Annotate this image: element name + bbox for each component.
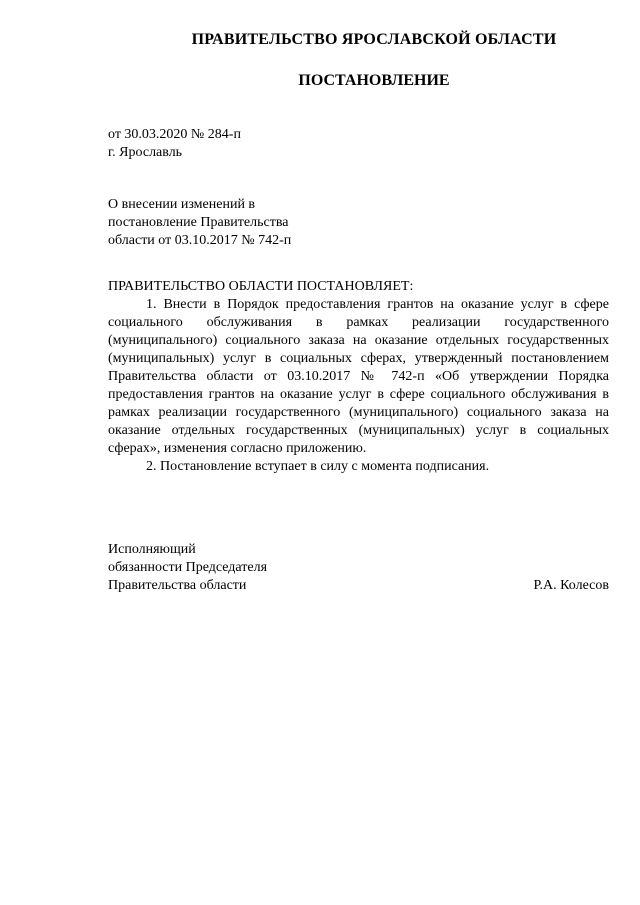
signatory-name: Р.А. Колесов [533,578,609,593]
signatory-position-line-1: Исполняющий [108,542,196,557]
decree-body [108,296,609,476]
document-date-number: от 30.03.2020 № 284-п [108,127,241,142]
document-city: г. Ярославль [108,145,183,160]
decree-item-2: 2. Постановление вступает в силу с момента подписания. [146,459,490,474]
signatory-position [108,541,267,595]
subject-line-1: О внесении изменений в [108,197,256,212]
subject-line-3: области от 03.10.2017 № 742-п [108,233,292,248]
signatory-position-line-3: Правительства области [108,578,247,593]
decree-item-1: 1. Внести в Порядок предоставления грантов на оказание услуг в сфере социального обслуживания в рамках реализации государственного (муниципального) социального заказа на оказание отдельных государственных (муниципальных) услуг в социальных сферах, утвержденный постановлением Правительства области от 03.10.2017 № 742-п «Об утверждении Порядка предоставления грантов на оказание услуг в сфере социального обслуживания в рамках реализации государственного (муниципального) социального заказа на оказание отдельных государственных (муниципальных) услуг в социальных сферах», изменения согласно приложению. [108,297,609,456]
subject-line-2: постановление Правительства [108,215,289,230]
document-type-title: ПОСТАНОВЛЕНИЕ [298,72,450,89]
preamble: ПРАВИТЕЛЬСТВО ОБЛАСТИ ПОСТАНОВЛЯЕТ: [108,279,414,294]
signatory-position-line-2: обязанности Председателя [108,560,268,575]
organization-title: ПРАВИТЕЛЬСТВО ЯРОСЛАВСКОЙ ОБЛАСТИ [191,31,557,48]
